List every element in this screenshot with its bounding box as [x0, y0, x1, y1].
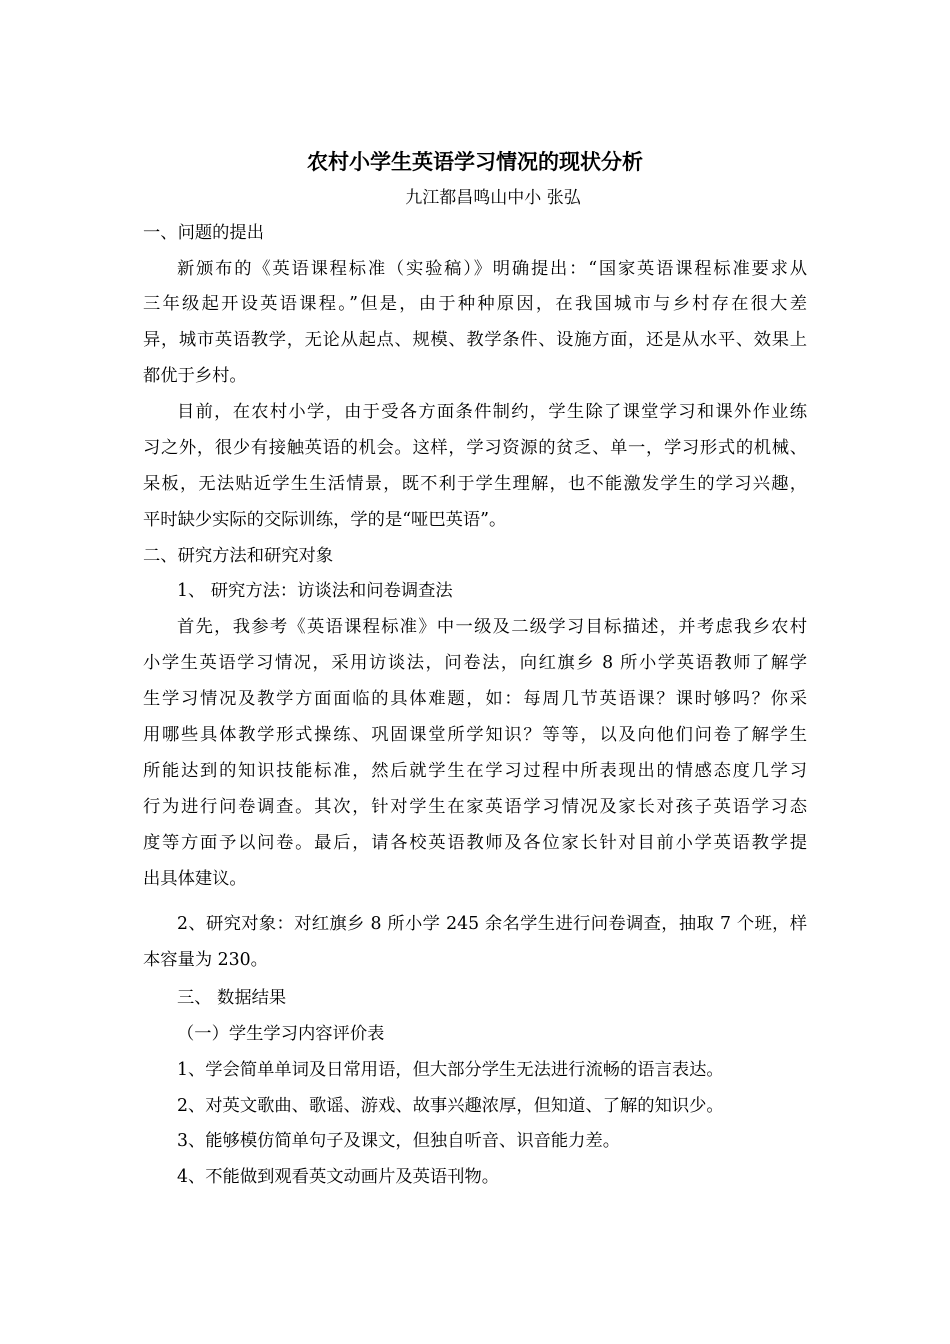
section-heading: 二、研究方法和研究对象	[143, 546, 334, 566]
paragraph-line: 出具体建议。	[143, 869, 247, 889]
paragraph-line: 2、研究对象：对红旗乡 8 所小学 245 余名学生进行问卷调查，抽取 7 个班，样	[177, 914, 807, 934]
document-author: 九江都昌鸣山中小 张弘	[405, 188, 581, 208]
list-item: 2、对英文歌曲、歌谣、游戏、故事兴趣浓厚，但知道、了解的知识少。	[177, 1096, 724, 1116]
paragraph-line: 习之外，很少有接触英语的机会。这样，学习资源的贫乏、单一，学习形式的机械、	[143, 438, 807, 458]
paragraph-line: 所能达到的知识技能标准，然后就学生在学习过程中所表现出的情感态度几学习	[143, 761, 807, 781]
subsection-heading: 1、 研究方法：访谈法和问卷调查法	[177, 581, 453, 601]
list-item: 1、学会简单单词及日常用语，但大部分学生无法进行流畅的语言表达。	[177, 1060, 724, 1080]
paragraph-line: 平时缺少实际的交际训练，学的是“哑巴英语”。	[143, 510, 507, 530]
paragraph-line: 呆板，无法贴近学生生活情景，既不利于学生理解，也不能激发学生的学习兴趣，	[143, 474, 807, 494]
paragraph-line: 异，城市英语教学，无论从起点、规模、教学条件、设施方面，还是从水平、效果上	[143, 330, 807, 350]
list-item: 4、不能做到观看英文动画片及英语刊物。	[177, 1167, 500, 1187]
subsection-heading: （一）学生学习内容评价表	[177, 1024, 385, 1044]
paragraph-line: 行为进行问卷调查。其次，针对学生在家英语学习情况及家长对孩子英语学习态	[143, 797, 807, 817]
document-title: 农村小学生英语学习情况的现状分析	[307, 149, 643, 174]
paragraph-line: 目前，在农村小学，由于受各方面条件制约，学生除了课堂学习和课外作业练	[177, 402, 807, 422]
paragraph-line: 小学生英语学习情况，采用访谈法，问卷法，向红旗乡 8 所小学英语教师了解学	[143, 653, 807, 673]
paragraph-line: 首先，我参考《英语课程标准》中一级及二级学习目标描述，并考虑我乡农村	[177, 617, 807, 637]
paragraph-line: 用哪些具体教学形式操练、巩固课堂所学知识？等等，以及向他们问卷了解学生	[143, 725, 807, 745]
paragraph-line: 三年级起开设英语课程。”但是，由于种种原因，在我国城市与乡村存在很大差	[143, 294, 807, 314]
list-item: 3、能够模仿简单句子及课文，但独自听音、识音能力差。	[177, 1131, 621, 1151]
paragraph-line: 度等方面予以问卷。最后，请各校英语教师及各位家长针对目前小学英语教学提	[143, 833, 807, 853]
section-heading: 一、问题的提出	[143, 223, 264, 243]
section-heading: 三、 数据结果	[177, 988, 287, 1008]
paragraph-line: 生学习情况及教学方面面临的具体难题，如：每周几节英语课？课时够吗？你采	[143, 689, 807, 709]
paragraph-line: 本容量为 230。	[143, 950, 268, 970]
paragraph-line: 都优于乡村。	[143, 366, 247, 386]
paragraph-line: 新颁布的《英语课程标准（实验稿）》明确提出：“国家英语课程标准要求从	[177, 259, 807, 279]
